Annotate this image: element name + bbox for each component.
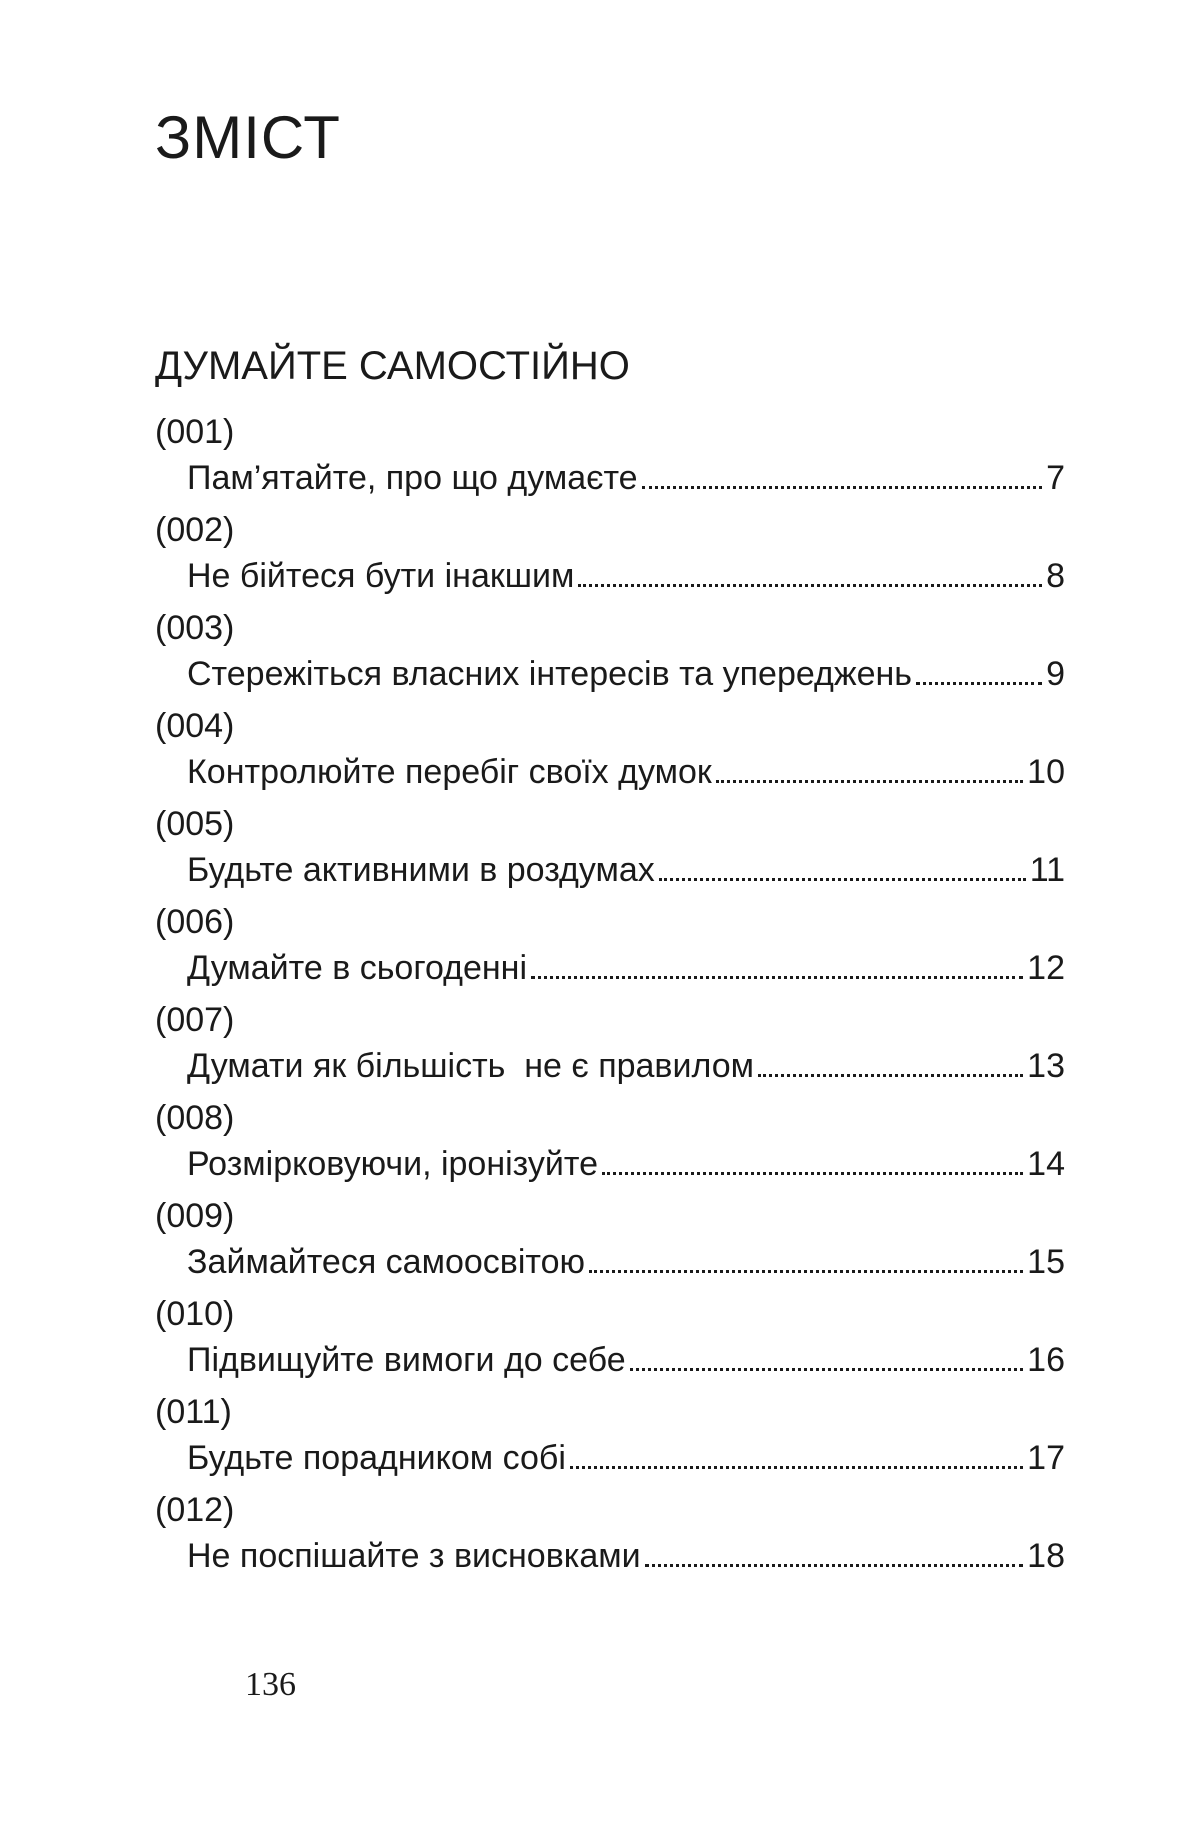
- toc-entry-page: 10: [1027, 753, 1065, 791]
- dot-leader: [642, 460, 1042, 489]
- toc-entry-title: Думати як більшість не є правилом: [187, 1047, 754, 1085]
- dot-leader: [578, 558, 1042, 587]
- toc-entry: [155, 800, 1065, 898]
- table-of-contents: [155, 408, 1065, 1584]
- toc-entry-line: [187, 458, 1065, 498]
- dot-leader: [645, 1538, 1024, 1567]
- toc-entry-line: [187, 1046, 1065, 1086]
- toc-entry: [155, 1290, 1065, 1388]
- toc-entry-number: (008): [155, 1099, 235, 1137]
- toc-entry: [155, 1192, 1065, 1290]
- toc-entry-title: Не бійтеся бути інакшим: [187, 557, 575, 595]
- dot-leader: [659, 852, 1026, 881]
- toc-entry-title: Будьте порадником собі: [187, 1439, 566, 1477]
- toc-entry-title: Контролюйте перебіг своїх думок: [187, 753, 712, 791]
- toc-entry-page: 11: [1029, 851, 1065, 889]
- dot-leader: [716, 754, 1023, 783]
- toc-entry: [155, 1486, 1065, 1584]
- dot-leader: [602, 1146, 1023, 1175]
- toc-entry-number: (003): [155, 609, 235, 647]
- toc-entry-page: 9: [1046, 655, 1065, 693]
- toc-entry-number: (006): [155, 903, 235, 941]
- toc-entry: [155, 1388, 1065, 1486]
- toc-entry: [155, 506, 1065, 604]
- toc-entry-title: Будьте активними в роздумах: [187, 851, 655, 889]
- dot-leader: [758, 1048, 1023, 1077]
- dot-leader: [531, 950, 1023, 979]
- toc-entry-line: [187, 948, 1065, 988]
- toc-entry-line: [187, 1536, 1065, 1576]
- toc-entry-number: (001): [155, 413, 235, 451]
- toc-entry-title: Підвищуйте вимоги до себе: [187, 1341, 626, 1379]
- page-title: ЗМІСТ: [155, 104, 341, 171]
- toc-entry-number: (012): [155, 1491, 235, 1529]
- toc-entry-title: Розмірковуючи, іронізуйте: [187, 1145, 598, 1183]
- dot-leader: [589, 1244, 1023, 1273]
- toc-entry-page: 8: [1046, 557, 1065, 595]
- toc-entry-number: (009): [155, 1197, 235, 1235]
- toc-entry: [155, 898, 1065, 996]
- section-title: ДУМАЙТЕ САМОСТІЙНО: [155, 344, 630, 388]
- toc-entry-page: 7: [1046, 459, 1065, 497]
- toc-entry-line: [187, 1340, 1065, 1380]
- toc-entry-title: Займайтеся самоосвітою: [187, 1243, 585, 1281]
- toc-entry-line: [187, 556, 1065, 596]
- toc-entry-number: (002): [155, 511, 235, 549]
- toc-entry-page: 14: [1027, 1145, 1065, 1183]
- dot-leader: [570, 1440, 1023, 1469]
- toc-entry-number: (004): [155, 707, 235, 745]
- toc-entry-page: 18: [1027, 1537, 1065, 1575]
- toc-entry: [155, 996, 1065, 1094]
- dot-leader: [916, 656, 1042, 685]
- toc-entry-line: [187, 1242, 1065, 1282]
- toc-entry-title: Стережіться власних інтересів та упереджень: [187, 655, 913, 693]
- toc-entry-title: Не поспішайте з висновками: [187, 1537, 641, 1575]
- toc-entry-number: (005): [155, 805, 235, 843]
- dot-leader: [630, 1342, 1023, 1371]
- toc-entry-title: Пам’ятайте, про що думаєте: [187, 459, 638, 497]
- page-number: 136: [245, 1666, 296, 1703]
- toc-entry-line: [187, 850, 1065, 890]
- toc-entry-page: 15: [1027, 1243, 1065, 1281]
- toc-entry-line: [187, 654, 1065, 694]
- toc-entry-title: Думайте в сьогоденні: [187, 949, 528, 987]
- toc-entry-page: 13: [1027, 1047, 1065, 1085]
- toc-entry-line: [187, 1438, 1065, 1478]
- toc-entry-page: 17: [1027, 1439, 1065, 1477]
- toc-entry-line: [187, 752, 1065, 792]
- toc-entry: [155, 408, 1065, 506]
- toc-entry: [155, 604, 1065, 702]
- toc-entry: [155, 702, 1065, 800]
- toc-entry-line: [187, 1144, 1065, 1184]
- toc-entry-page: 12: [1027, 949, 1065, 987]
- toc-entry-number: (010): [155, 1295, 235, 1333]
- toc-entry-page: 16: [1027, 1341, 1065, 1379]
- toc-entry-number: (007): [155, 1001, 235, 1039]
- toc-entry-number: (011): [155, 1393, 232, 1431]
- toc-entry: [155, 1094, 1065, 1192]
